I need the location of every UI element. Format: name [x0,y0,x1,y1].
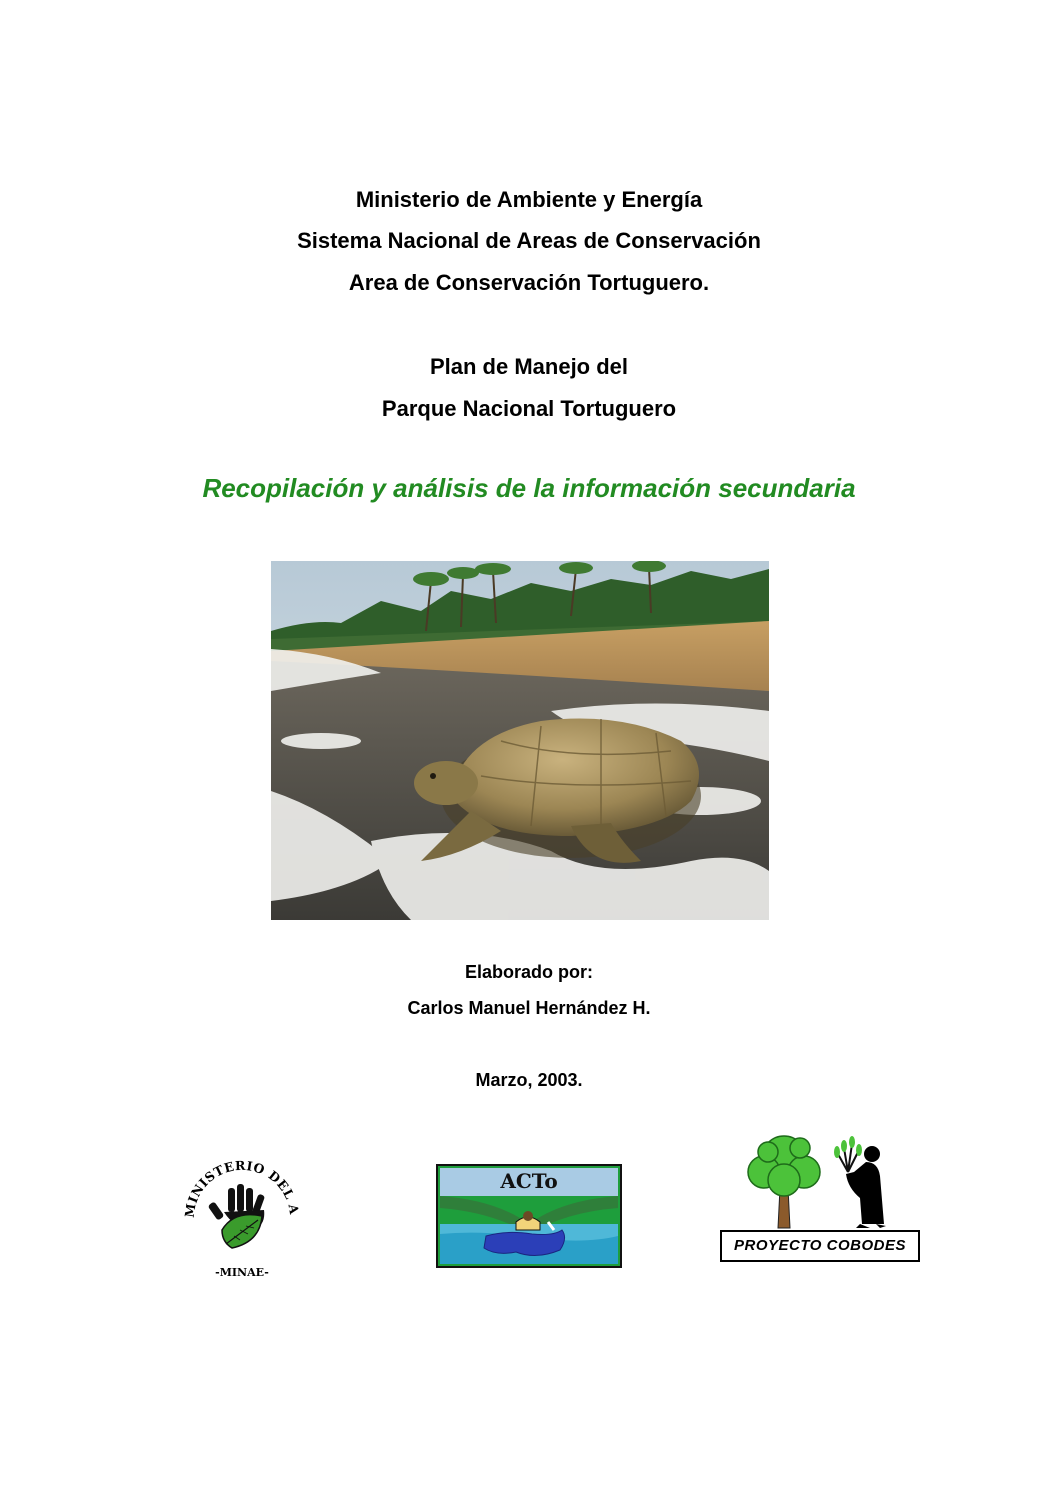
header-system: Sistema Nacional de Areas de Conservación [297,228,761,253]
credits-author: Carlos Manuel Hernández H. [407,998,651,1018]
cobodes-logo [720,1128,920,1263]
acto-text: ACTo [500,1169,558,1193]
minae-bottom-text: -MINAE- [215,1266,269,1279]
header-area: Area de Conservación Tortuguero. [348,270,710,295]
header-ministry: Ministerio de Ambiente y Energía [355,187,703,212]
title-line-2: Parque Nacional Tortuguero [381,396,677,421]
title-line-1: Plan de Manejo del [429,354,629,379]
plant-icon [838,1144,858,1172]
minae-logo [174,1150,310,1286]
credits-label: Elaborado por: [464,962,593,982]
cover-photo-turtle [271,561,769,920]
woman-silhouette-icon [846,1146,886,1228]
tree-icon [748,1136,820,1228]
leaf-icon [222,1215,262,1248]
cobodes-label: PROYECTO COBODES [720,1230,920,1262]
minae-ring-text: MINISTERIO DEL A [181,1157,303,1219]
subtitle: Recopilación y análisis de la información secundaria [202,473,856,503]
credits-date: Marzo, 2003. [475,1070,583,1090]
acto-logo [436,1164,622,1268]
